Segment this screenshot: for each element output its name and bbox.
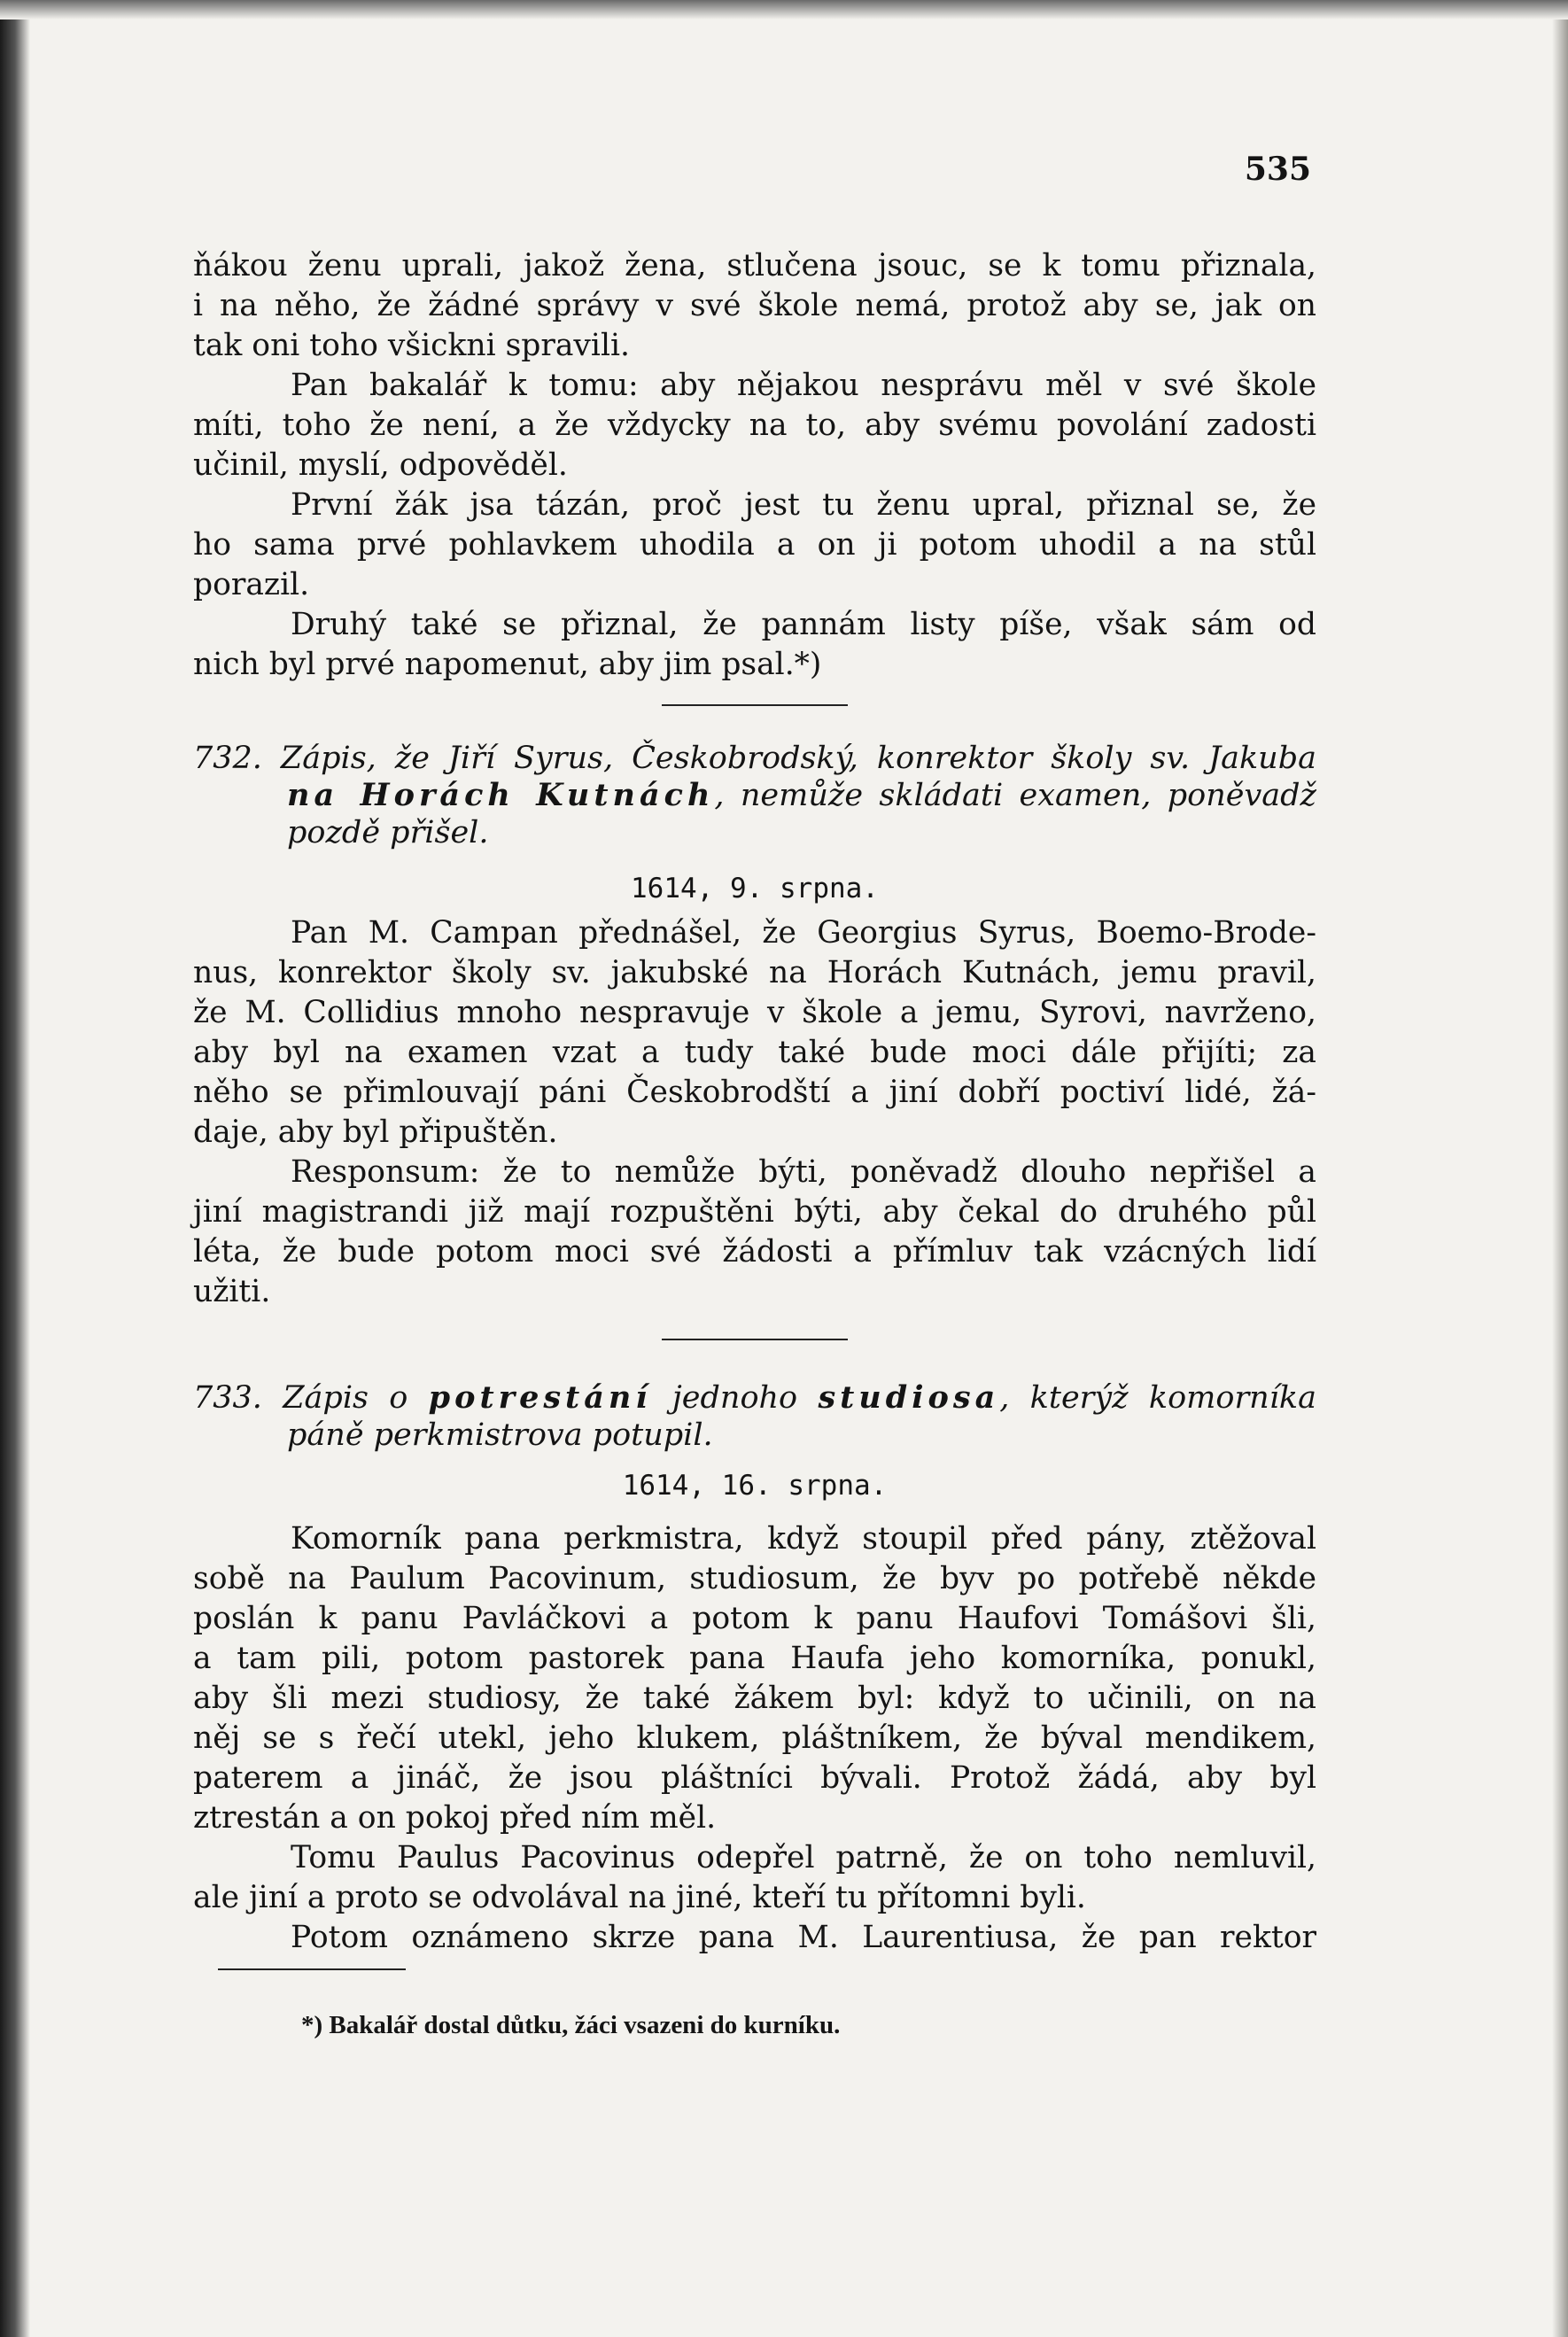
text-line: i na něho, že žádné správy v své škole nemá, protož aby se, jak on [193,288,1316,323]
entry-title-spaced: potrestání [428,1379,652,1416]
entry-title-spaced: na Horách Kutnách [287,777,715,813]
entry-title: pozdě přišel. [287,815,489,850]
entry-number: 733. [193,1380,262,1416]
text-line: paterem a jináč, že jsou pláštníci bývali. Protož žádá, aby byl [193,1760,1316,1796]
footnote: *) Bakalář dostal důtku, žáci vsazeni do kurníku. [301,2011,841,2039]
entry-title [193,1379,1316,1417]
entry-date: 1614, 9. srpna. [631,873,879,905]
text-line: aby šli mezi studiosy, že také žákem byl: když to učinili, on na [193,1681,1316,1716]
text-line: Pan M. Campan přednášel, že Georgius Syrus, Boemo-Brode- [291,915,1316,951]
text-line: nus, konrektor školy sv. jakubské na Horách Kutnách, jemu pravil, [193,955,1316,990]
text-line: užiti. [193,1274,271,1309]
text-line: tak oni toho všickni spravili. [193,328,630,363]
entry-title-text: Zápis, že Jiří Syrus, Českobrodský, konrektor školy sv. Jakuba [280,741,1316,776]
entry-732 [193,740,1316,1312]
entry-title: páně perkmistrova potupil. [287,1417,713,1453]
text-line: První žák jsa tázán, proč jest tu ženu upral, přiznal se, že [291,487,1316,523]
text-line: učinil, myslí, odpověděl. [193,447,568,483]
text-line: daje, aby byl připuštěn. [193,1114,558,1150]
entry-733 [193,1379,1316,1958]
text-line: jiní magistrandi již mají rozpuštěni býti, aby čekal do druhého půl [193,1194,1316,1230]
page-body [193,246,1316,1958]
text-line: a tam pili, potom pastorek pana Haufa jeho komorníka, ponukl, [193,1641,1316,1676]
text-line: něho se přimlouvají páni Českobrodští a jiní dobří poctiví lidé, žá- [193,1075,1316,1110]
entry-title-spaced: studiosa [818,1379,1000,1416]
text-line: nich byl prvé napomenut, aby jim psal.*) [193,647,822,682]
text-line: ztrestán a on pokoj před ním měl. [193,1800,717,1836]
text-line: aby byl na examen vzat a tudy také bude moci dále přijíti; za [193,1035,1316,1070]
page-number: 535 [1244,151,1311,188]
entry-title [193,740,1316,777]
text-line: ale jiní a proto se odvolával na jiné, kteří tu přítomni byli. [193,1880,1086,1915]
text-line: Druhý také se přiznal, že pannám listy píše, však sám od [291,607,1316,642]
text-line: sobě na Paulum Pacovinum, studiosum, že byv po potřebě někde [193,1561,1316,1596]
text-line: poslán k panu Pavláčkovi a potom k panu Haufovi Tomášovi šli, [193,1601,1316,1636]
text-line: léta, že bude potom moci své žádosti a přímluv tak vzácných lidí [193,1234,1316,1269]
entry-title [193,777,1316,814]
text-line: ňákou ženu uprali, jakož žena, stlučena jsouc, se k tomu přiznala, [193,248,1316,283]
text-line: Tomu Paulus Pacovinus odepřel patrně, že on toho nemluvil, [291,1840,1316,1875]
continued-record [193,246,1316,685]
text-line: Pan bakalář k tomu: aby nějakou nesprávu měl v své škole [291,368,1316,403]
entry-title-text: jednoho [651,1380,819,1416]
entry-date: 1614, 16. srpna. [622,1470,888,1502]
text-line: Responsum: že to nemůže býti, poněvadž dlouho nepřišel a [291,1154,1316,1190]
entry-number: 732. [193,741,262,776]
entry-title-text: , kterýž komorníka [999,1380,1316,1416]
entry-title-text: Zápis o [283,1380,429,1416]
text-line: ho sama prvé pohlavkem uhodila a on ji potom uhodil a na stůl [193,527,1316,563]
page-edge-shadow [1552,0,1568,2337]
text-line: že M. Collidius mnoho nespravuje v škole a jemu, Syrovi, navrženo, [193,995,1316,1030]
text-line: něj se s řečí utekl, jeho klukem, pláštníkem, že býval mendikem, [193,1720,1316,1756]
text-line: porazil. [193,567,310,602]
text-line: Potom oznámeno skrze pana M. Laurentiusa, že pan rektor [291,1920,1316,1955]
text-line: Komorník pana perkmistra, když stoupil před pány, ztěžoval [291,1521,1316,1557]
text-line: míti, toho že není, a že vždycky na to, aby svému povolání zadosti [193,408,1316,443]
entry-title-text: , nemůže skládati examen, poněvadž [714,778,1316,813]
footnote-divider [218,1968,406,1970]
